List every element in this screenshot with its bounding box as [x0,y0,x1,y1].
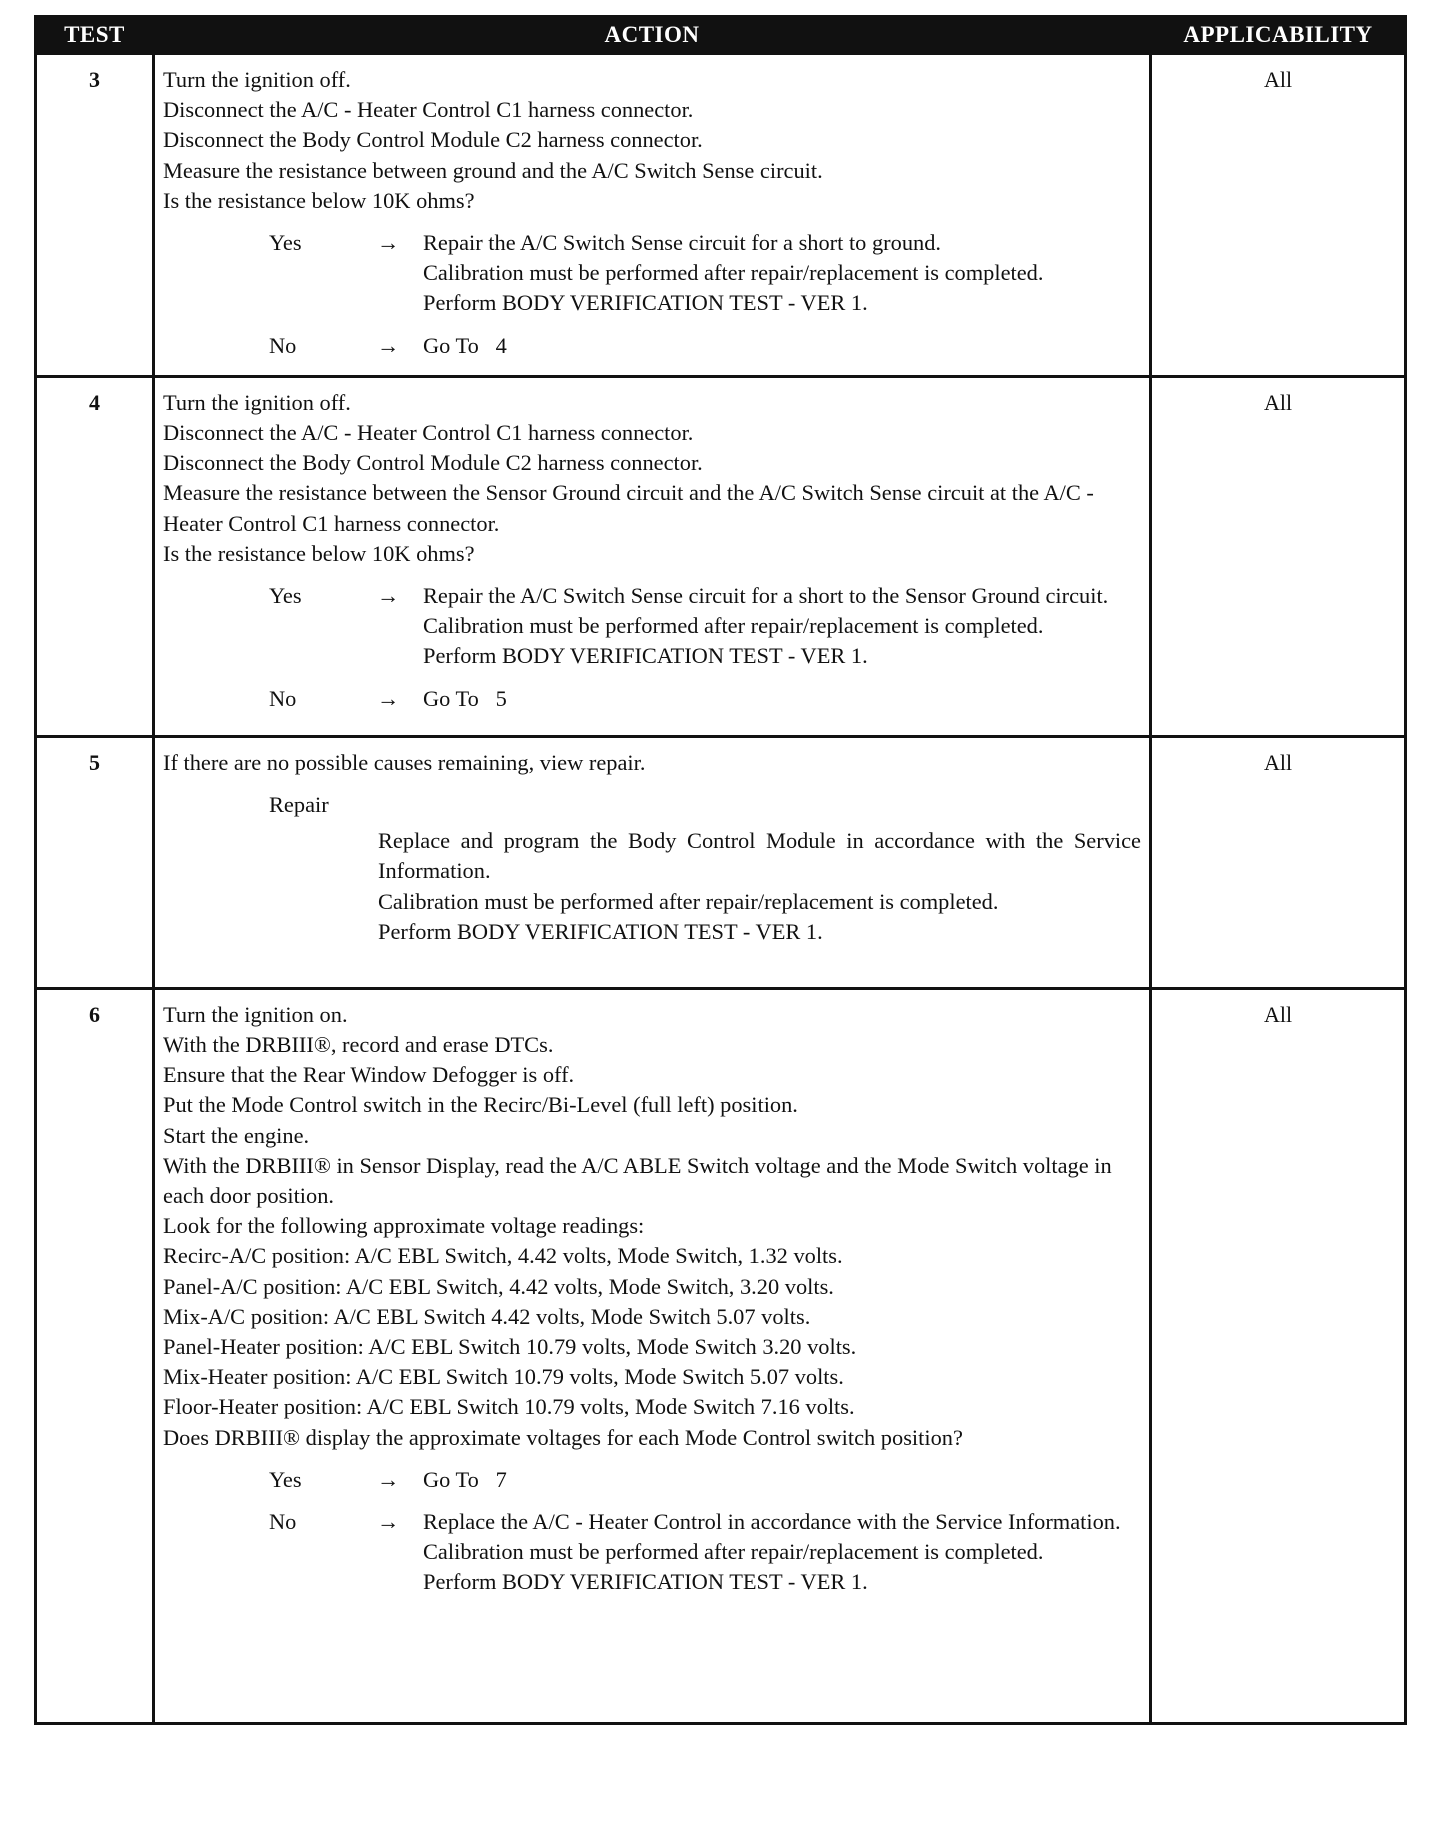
instruction-line: Calibration must be performed after repair/replacement is completed. [378,888,999,914]
yes-answer [163,228,1141,319]
applicability-value: All [1151,736,1406,988]
action-cell [154,988,1151,1723]
step-text: Disconnect the A/C - Heater Control C1 harness connector. [163,97,694,123]
instruction-line: Calibration must be performed after repair/replacement is completed. [423,260,1044,286]
header-test: TEST [36,17,154,54]
step-text: Does DRBIII® display the approximate voltages for each Mode Control switch position? [163,1424,963,1450]
voltage-reading: Mix-A/C position: A/C EBL Switch 4.42 volts, Mode Switch 5.07 volts. [163,1303,811,1329]
step-text: Turn the ignition on. [163,1001,348,1027]
no-label: No [269,685,297,711]
arrow-right-icon: → [377,685,400,711]
table-header-row [36,17,1406,54]
step-text: With the DRBIII® in Sensor Display, read the A/C ABLE Switch voltage and the Mode Switch voltage in each door position. [163,1152,1112,1209]
instruction-line: Replace the A/C - Heater Control in accordance with the Service Information. [423,1509,1121,1535]
applicability-value: All [1151,54,1406,377]
instruction-line: Repair the A/C Switch Sense circuit for a short to ground. [423,230,942,256]
instruction-line: Calibration must be performed after repair/replacement is completed. [423,1539,1044,1565]
instruction-line: Repair the A/C Switch Sense circuit for a short to the Sensor Ground circuit. [423,583,1109,609]
arrow-right-icon: → [377,583,400,609]
table-row [36,376,1406,736]
yes-label: Yes [269,1466,302,1492]
instruction-line: Calibration must be performed after repair/replacement is completed. [423,613,1044,639]
arrow-right-icon: → [377,1466,400,1492]
yes-instructions [423,581,1141,672]
arrow-right-icon: → [377,230,400,256]
test-number: 4 [36,376,154,736]
goto-line: Go To 5 [423,685,507,711]
yes-instructions [423,1465,1141,1495]
step-text: Is the resistance below 10K ohms? [163,187,475,213]
test-number: 5 [36,736,154,988]
no-label: No [269,332,297,358]
yes-answer [163,581,1141,672]
header-action: ACTION [154,17,1151,54]
no-answer [163,684,1141,714]
step-text: If there are no possible causes remaining, view repair. [163,749,646,775]
instruction-line: Perform BODY VERIFICATION TEST - VER 1. [423,1569,868,1595]
voltage-reading: Panel-Heater position: A/C EBL Switch 10.79 volts, Mode Switch 3.20 volts. [163,1334,857,1360]
instruction-line: Perform BODY VERIFICATION TEST - VER 1. [423,290,868,316]
step-text: Turn the ignition off. [163,67,351,92]
step-text: Start the engine. [163,1122,310,1148]
step-text: Measure the resistance between the Sensor Ground circuit and the A/C Switch Sense circuit at the A/C - Heater Control C1 harness connector. [163,480,1094,536]
step-text: Measure the resistance between ground and the A/C Switch Sense circuit. [163,157,823,183]
no-answer [163,331,1141,361]
voltage-reading: Mix-Heater position: A/C EBL Switch 10.79 volts, Mode Switch 5.07 volts. [163,1364,844,1390]
step-text: Disconnect the Body Control Module C2 harness connector. [163,127,703,153]
no-instructions [423,1507,1141,1598]
repair-instructions [163,826,1141,947]
test-number: 6 [36,988,154,1723]
test-number: 3 [36,54,154,377]
yes-answer [163,1465,1141,1495]
arrow-right-icon: → [377,332,400,358]
no-instructions [423,331,1141,361]
table-row [36,54,1406,377]
yes-label: Yes [269,230,302,256]
step-text: Disconnect the A/C - Heater Control C1 harness connector. [163,420,694,446]
step-text: Turn the ignition off. [163,389,351,415]
applicability-value: All [1151,988,1406,1723]
step-text: Look for the following approximate voltage readings: [163,1213,645,1239]
no-answer [163,1507,1141,1598]
yes-label: Yes [269,583,302,609]
no-instructions [423,684,1141,714]
voltage-reading: Floor-Heater position: A/C EBL Switch 10.79 volts, Mode Switch 7.16 volts. [163,1394,855,1420]
header-applicability: APPLICABILITY [1151,17,1406,54]
step-text: Put the Mode Control switch in the Recirc/Bi-Level (full left) position. [163,1092,798,1118]
voltage-reading: Recirc-A/C position: A/C EBL Switch, 4.42 volts, Mode Switch, 1.32 volts. [163,1243,843,1269]
instruction-line: Replace and program the Body Control Module in accordance with the Service Information. [378,828,1141,884]
table-row [36,988,1406,1723]
goto-line: Go To 4 [423,332,507,358]
step-text: Ensure that the Rear Window Defogger is off. [163,1062,575,1088]
action-cell [154,54,1151,377]
repair-label: Repair [269,792,329,818]
action-cell [154,376,1151,736]
goto-line: Go To 7 [423,1466,507,1492]
voltage-reading: Panel-A/C position: A/C EBL Switch, 4.42 volts, Mode Switch, 3.20 volts. [163,1273,834,1299]
table-row [36,736,1406,988]
no-label: No [269,1509,297,1535]
yes-instructions [423,228,1141,319]
step-text: Disconnect the Body Control Module C2 harness connector. [163,450,703,476]
diagnostic-table [34,15,1407,1725]
action-cell [154,736,1151,988]
step-text: With the DRBIII®, record and erase DTCs. [163,1032,554,1058]
step-text: Is the resistance below 10K ohms? [163,540,475,566]
instruction-line: Perform BODY VERIFICATION TEST - VER 1. [423,643,868,669]
applicability-value: All [1151,376,1406,736]
instruction-line: Perform BODY VERIFICATION TEST - VER 1. [378,918,823,944]
arrow-right-icon: → [377,1509,400,1535]
diagnostic-page [34,15,1404,1725]
